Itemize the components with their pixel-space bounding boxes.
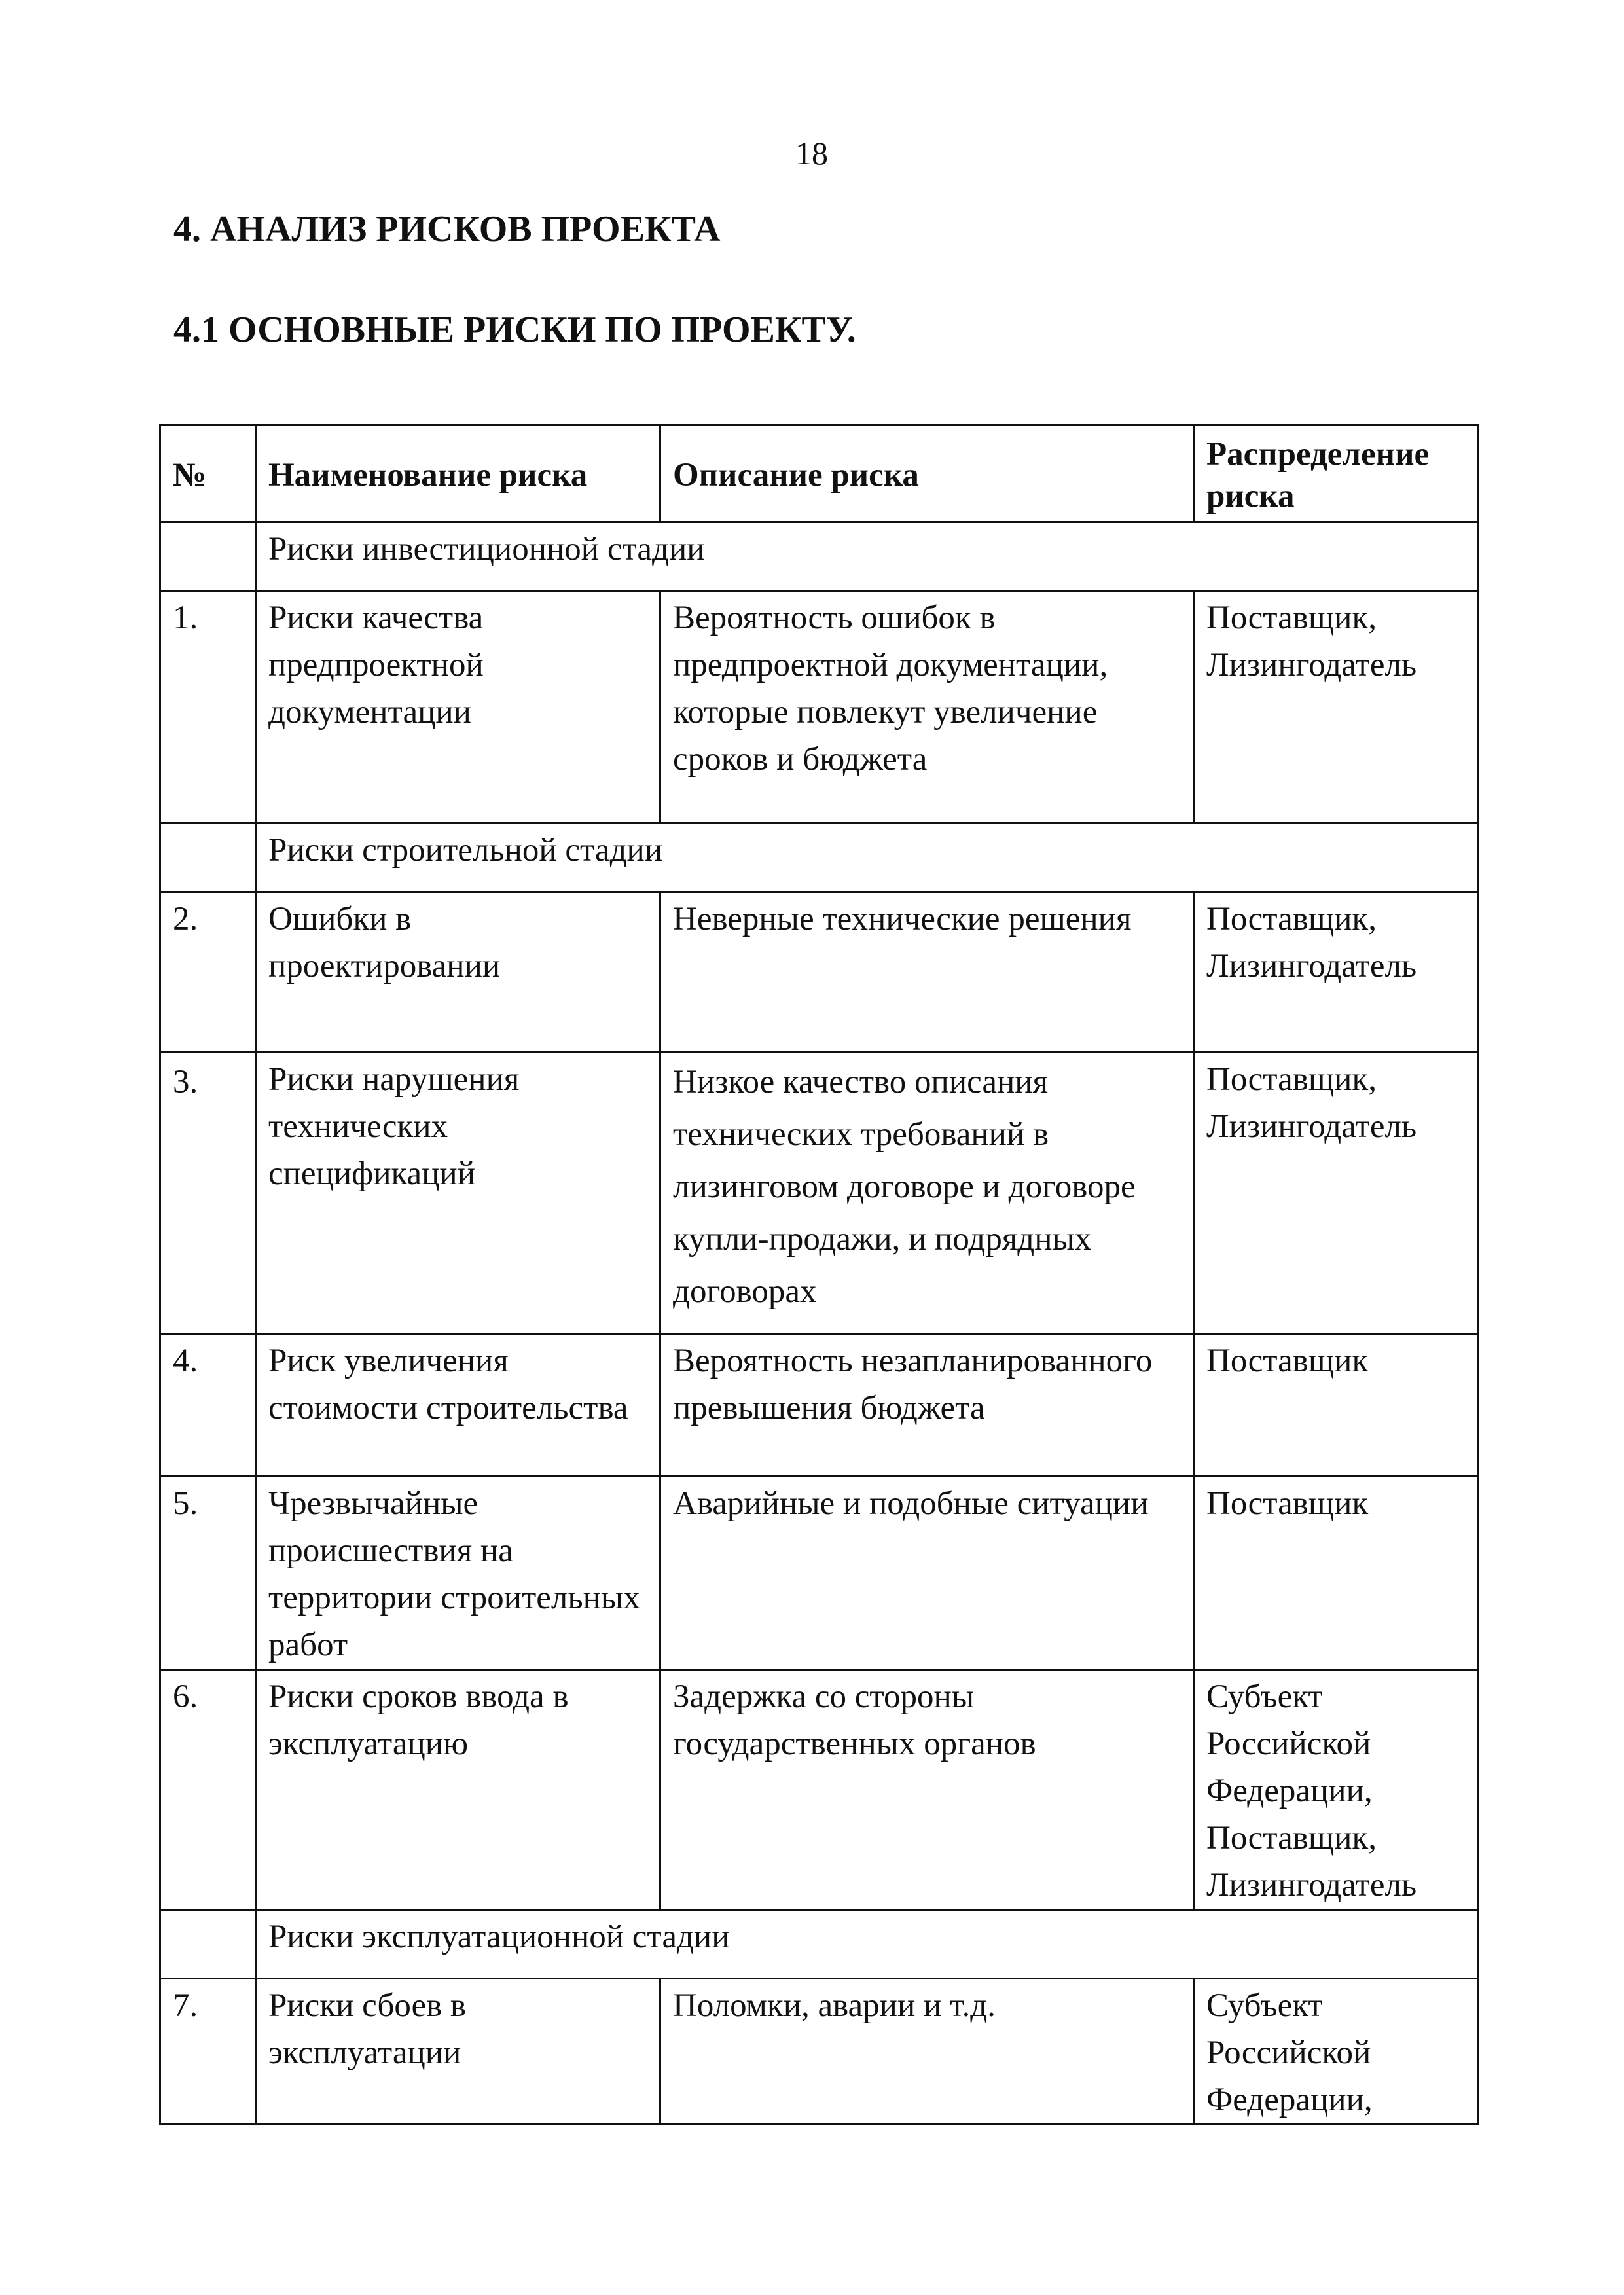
row-distribution: Поставщик [1194, 1477, 1478, 1670]
row-distribution: Поставщик, Лизингодатель [1194, 591, 1478, 823]
stage-row-operation [160, 1910, 1478, 1979]
header-description: Описание риска [660, 425, 1194, 522]
row-name: Риски сроков ввода в эксплуатацию [256, 1670, 660, 1910]
row-name: Ошибки в проектировании [256, 892, 660, 1053]
table-header-row [160, 425, 1478, 522]
row-description: Вероятность незапланированного превышения бюджета [660, 1334, 1194, 1477]
risk-table [159, 424, 1479, 2125]
subsection-heading: 4.1 ОСНОВНЫЕ РИСКИ ПО ПРОЕКТУ. [173, 310, 856, 350]
stage-title: Риски инвестиционной стадии [256, 522, 1478, 591]
row-name: Риски качества предпроектной документации [256, 591, 660, 823]
row-description: Поломки, аварии и т.д. [660, 1979, 1194, 2125]
row-num: 5. [160, 1477, 256, 1670]
row-num: 7. [160, 1979, 256, 2125]
table-row [160, 1670, 1478, 1910]
header-num: № [160, 425, 256, 522]
page-number: 18 [795, 135, 828, 172]
stage-row-construction [160, 823, 1478, 892]
table-row [160, 892, 1478, 1053]
row-description: Аварийные и подобные ситуации [660, 1477, 1194, 1670]
header-name: Наименование риска [256, 425, 660, 522]
row-name: Риски сбоев в эксплуатации [256, 1979, 660, 2125]
stage-empty-cell [160, 1910, 256, 1979]
row-distribution: Поставщик, Лизингодатель [1194, 892, 1478, 1053]
row-description: Неверные технические решения [660, 892, 1194, 1053]
row-num: 2. [160, 892, 256, 1053]
row-distribution: Субъект Российской Федерации, Поставщик, Лизингодатель [1194, 1670, 1478, 1910]
row-num: 1. [160, 591, 256, 823]
row-name: Риск увеличения стоимости строительства [256, 1334, 660, 1477]
stage-title: Риски строительной стадии [256, 823, 1478, 892]
row-description: Вероятность ошибок в предпроектной документации, которые повлекут увеличение сроков и бюджета [660, 591, 1194, 823]
section-heading: 4. АНАЛИЗ РИСКОВ ПРОЕКТА [173, 209, 721, 249]
stage-empty-cell [160, 823, 256, 892]
row-distribution: Поставщик [1194, 1334, 1478, 1477]
row-num: 4. [160, 1334, 256, 1477]
row-description: Задержка со стороны государственных органов [660, 1670, 1194, 1910]
table-row [160, 591, 1478, 823]
row-distribution: Субъект Российской Федерации, [1194, 1979, 1478, 2125]
stage-title: Риски эксплуатационной стадии [256, 1910, 1478, 1979]
stage-row-investment [160, 522, 1478, 591]
stage-empty-cell [160, 522, 256, 591]
row-name: Риски нарушения технических спецификаций [256, 1053, 660, 1334]
row-name: Чрезвычайные происшествия на территории строительных работ [256, 1477, 660, 1670]
row-distribution: Поставщик, Лизингодатель [1194, 1053, 1478, 1334]
table-row [160, 1334, 1478, 1477]
row-num: 3. [160, 1053, 256, 1334]
header-distribution: Распределение риска [1194, 425, 1478, 522]
row-description: Низкое качество описания технических требований в лизинговом договоре и договоре купли-продажи, и подрядных договорах [660, 1053, 1194, 1334]
row-num: 6. [160, 1670, 256, 1910]
table-row [160, 1053, 1478, 1334]
table-row [160, 1979, 1478, 2125]
table-row [160, 1477, 1478, 1670]
